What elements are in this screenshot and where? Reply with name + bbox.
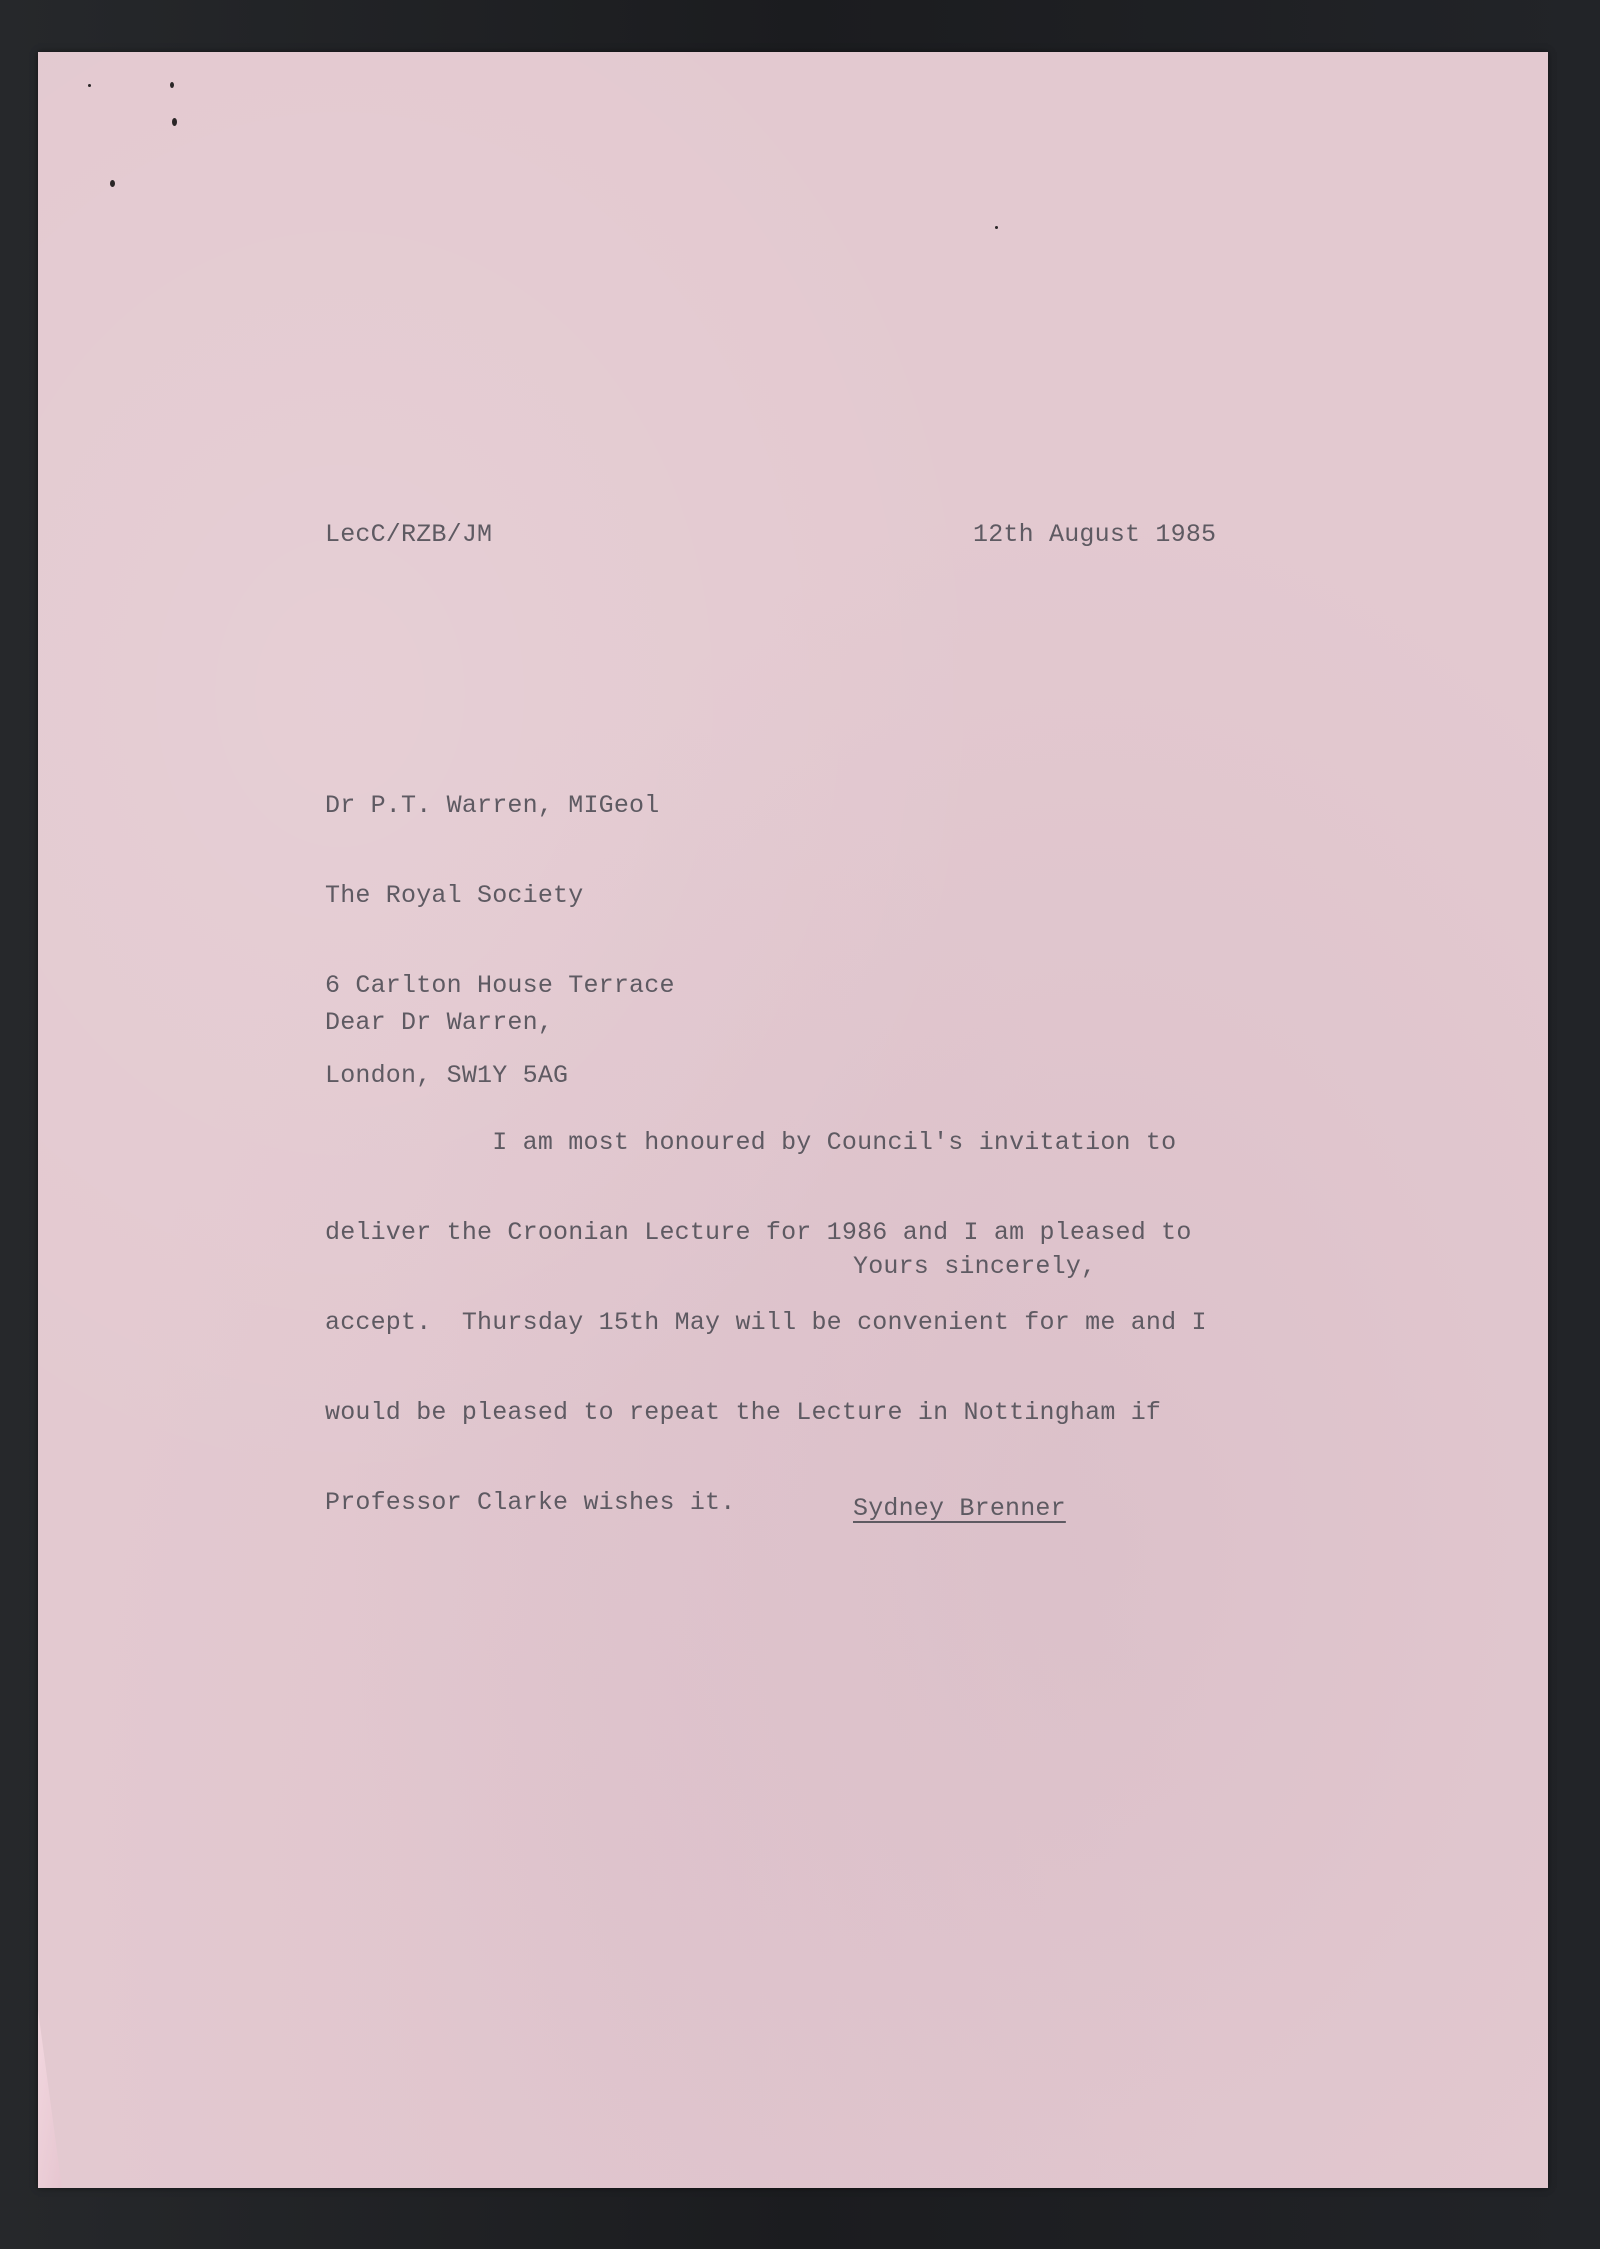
body-line: would be pleased to repeat the Lecture in Nottingham if — [325, 1398, 1162, 1427]
letter-body — [325, 1068, 1207, 1548]
address-line: London, SW1Y 5AG — [325, 1061, 569, 1090]
address-line: The Royal Society — [325, 881, 584, 910]
reference-code: LecC/RZB/JM — [325, 520, 493, 549]
salutation: Dear Dr Warren, — [325, 1008, 554, 1037]
letter-date: 12th August 1985 — [973, 520, 1217, 549]
body-line: Professor Clarke wishes it. — [325, 1488, 736, 1517]
body-line: accept. Thursday 15th May will be convenient for me and I — [325, 1308, 1207, 1337]
recipient-address — [325, 731, 675, 1121]
address-line: 6 Carlton House Terrace — [325, 971, 675, 1000]
closing: Yours sincerely, — [853, 1252, 1097, 1281]
signature-name: Sydney Brenner — [853, 1494, 1066, 1523]
address-line: Dr P.T. Warren, MIGeol — [325, 791, 660, 820]
body-line: I am most honoured by Council's invitation to — [325, 1128, 1177, 1157]
body-line: deliver the Croonian Lecture for 1986 and I am pleased to — [325, 1218, 1192, 1247]
